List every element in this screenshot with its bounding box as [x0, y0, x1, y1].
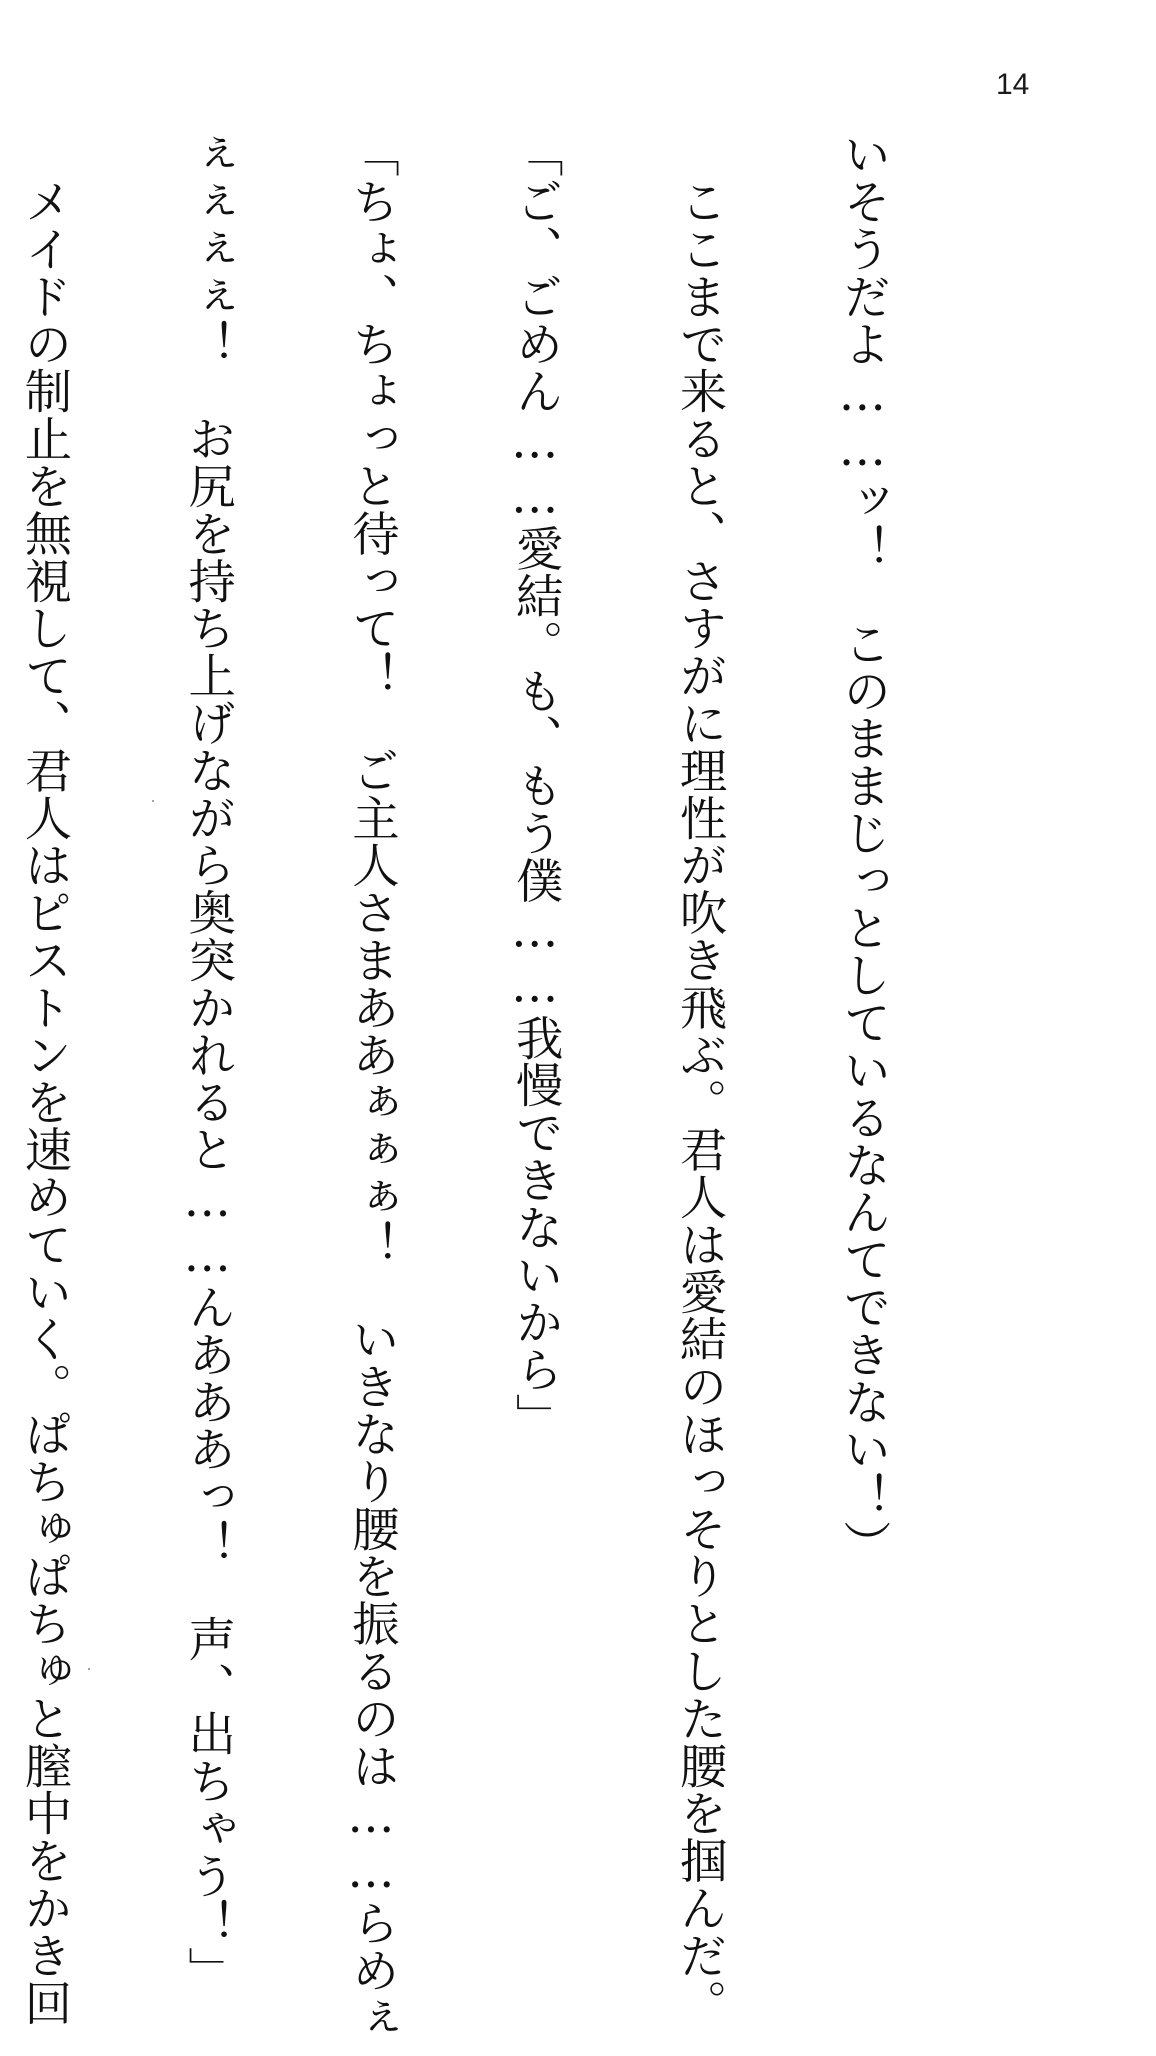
page-number: 14	[996, 68, 1030, 101]
text-line: ぇぇぇぇ！ お尻を持ち上げながら奥突かれると……んあああっ！ 声、出ちゃう！」	[179, 130, 235, 1994]
text-line: いそうだよ……ッ！ このままじっとしているなんてできない！）	[834, 130, 890, 1568]
text-line: 「ご、ごめん……愛結。も、もう僕……我慢できないから」	[507, 130, 563, 1441]
text-line: メイドの制止を無視して、君人はピストンを速めていく。ぱちゅぱちゅと膣中をかき回	[15, 130, 71, 2026]
scan-speck	[88, 1668, 90, 1670]
scan-speck	[152, 800, 154, 802]
text-line: ここまで来ると、さすがに理性が吹き飛ぶ。君人は愛結のほっそりとした腰を掴んだ。	[671, 130, 727, 2026]
text-line: 「ちょ、ちょっと待って！ ご主人さまああぁぁぁ！ いきなり腰を振るのは……らめぇ	[343, 130, 399, 2042]
body-text	[0, 130, 998, 2042]
